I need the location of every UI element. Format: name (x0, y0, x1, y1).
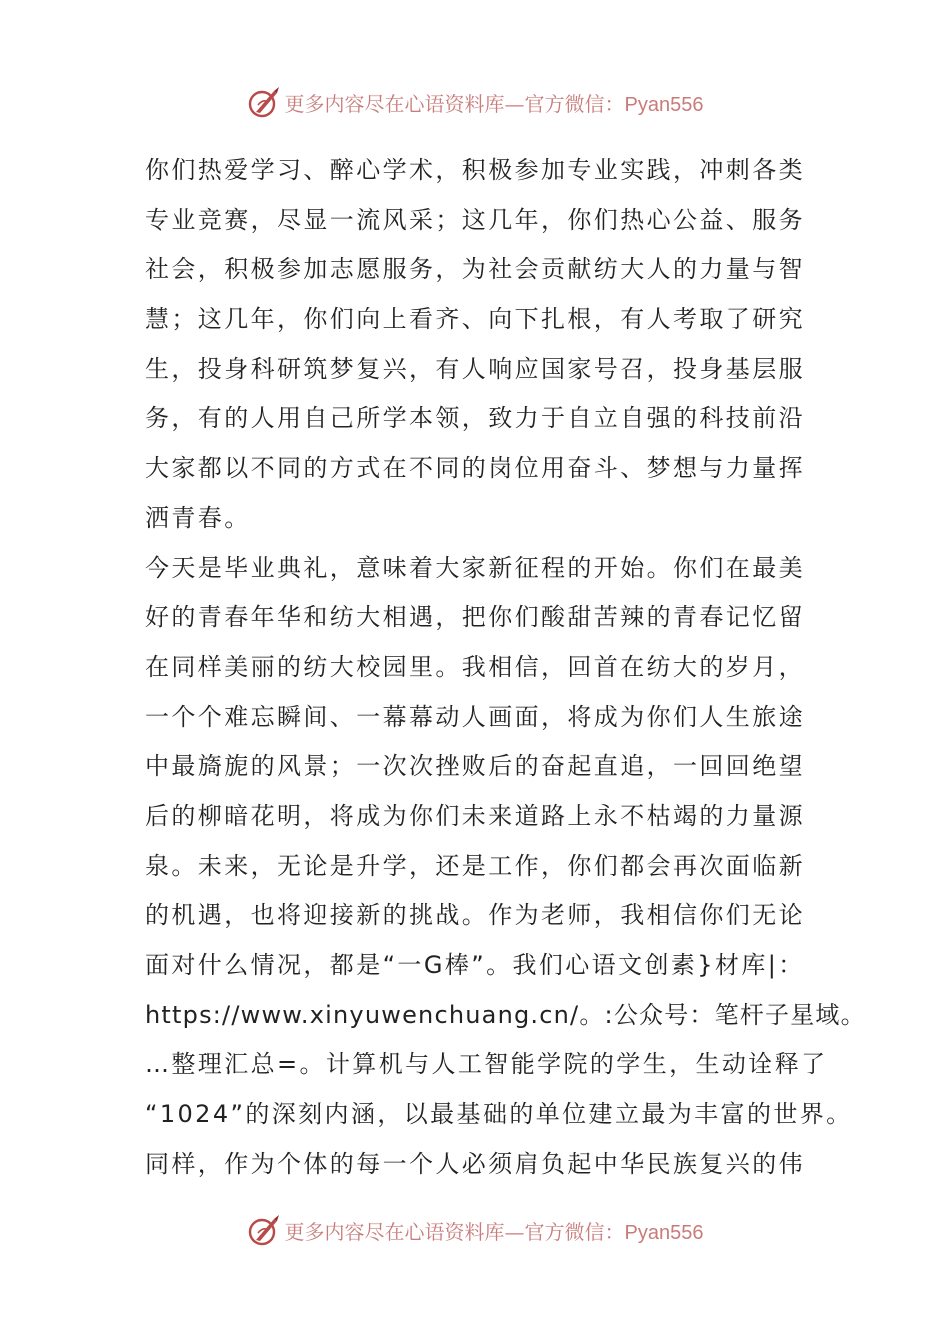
body-line: 一个个难忘瞬间、一幕幕动人画面，将成为你们人生旅途 (145, 702, 805, 731)
body-line-url[interactable]: https://www.xinyuwenchuang.cn/。:公众号：笔杆子星域。 (145, 1000, 866, 1029)
body-line: 今天是毕业典礼，意味着大家新征程的开始。你们在最美 (145, 553, 805, 582)
body-line: 社会，积极参加志愿服务，为社会贡献纺大人的力量与智 (145, 255, 805, 284)
body-line: 在同样美丽的纺大校园里。我相信，回首在纺大的岁月， (145, 652, 805, 681)
body-line: 专业竞赛，尽显一流风采；这几年，你们热心公益、服务 (145, 205, 805, 234)
body-line: 大家都以不同的方式在不同的岗位用奋斗、梦想与力量挥 (145, 454, 805, 483)
body-line: 好的青春年华和纺大相遇，把你们酸甜苦辣的青春记忆留 (145, 603, 805, 632)
body-line: 面对什么情况，都是“一G棒”。我们心语文创素}材库|： (145, 951, 805, 979)
footer-banner-contact: Pyan556 (624, 1221, 704, 1244)
header-banner (0, 82, 950, 122)
body-line: 同样，作为个体的每一个人必须肩负起中华民族复兴的伟 (145, 1149, 805, 1178)
body-line: 洒青春。 (145, 503, 251, 532)
footer-banner-text: 更多内容尽在心语资料库—官方微信：Pyan556 (284, 1219, 704, 1244)
document-body (145, 146, 866, 1189)
body-line: 务，有的人用自己所学本领，致力于自立自强的科技前沿 (145, 404, 805, 433)
body-line: …整理汇总=。计算机与人工智能学院的学生，生动诠释了 (145, 1050, 828, 1079)
header-banner-contact: Pyan556 (624, 93, 704, 116)
header-banner-text: 更多内容尽在心语资料库—官方微信：Pyan556 (284, 91, 704, 116)
body-line: 的机遇，也将迎接新的挑战。作为老师，我相信你们无论 (145, 901, 805, 930)
body-line: 你们热爱学习、醉心学术，积极参加专业实践，冲刺各类 (145, 156, 805, 184)
body-line: 泉。未来，无论是升学，还是工作，你们都会再次面临新 (145, 851, 805, 880)
quill-pen-logo-icon (247, 1213, 281, 1247)
body-line: 中最旖旎的风景；一次次挫败后的奋起直追，一回回绝望 (145, 752, 805, 781)
body-line: 生，投身科研筑梦复兴，有人响应国家号召，投身基层服 (145, 354, 805, 383)
body-line: 慧；这几年，你们向上看齐、向下扎根，有人考取了研究 (145, 305, 805, 334)
quill-pen-logo-icon (247, 85, 281, 119)
body-line: 后的柳暗花明，将成为你们未来道路上永不枯竭的力量源 (145, 801, 805, 830)
footer-banner (0, 1210, 950, 1250)
body-line: “1024”的深刻内涵，以最基础的单位建立最为丰富的世界。 (145, 1100, 853, 1129)
